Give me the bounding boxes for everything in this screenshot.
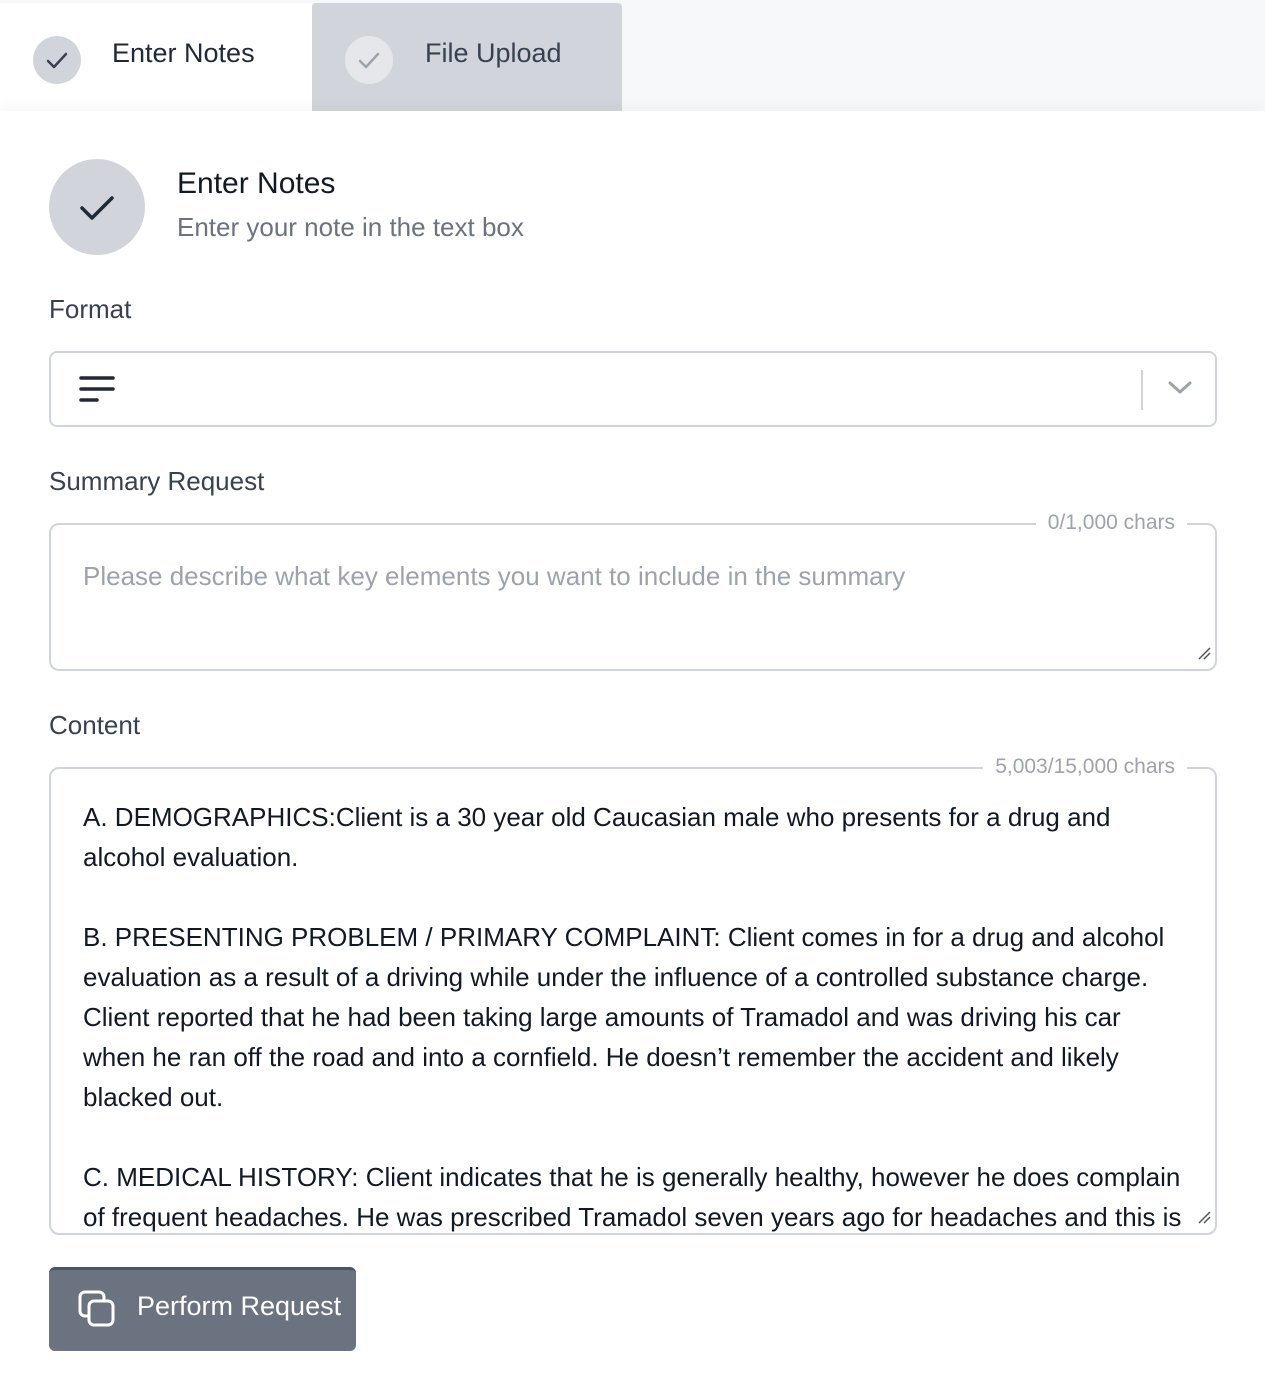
summary-request-label: Summary Request <box>49 466 265 496</box>
summary-char-counter: 0/1,000 chars <box>1036 511 1187 535</box>
tab-bar <box>0 0 1265 111</box>
resize-handle-icon[interactable] <box>1197 646 1211 665</box>
tab-enter-notes[interactable] <box>0 3 312 111</box>
resize-handle-icon[interactable] <box>1197 1210 1211 1229</box>
select-divider <box>1141 370 1143 410</box>
text-lines-icon <box>79 374 115 411</box>
chevron-down-icon[interactable] <box>1167 379 1193 402</box>
perform-request-button[interactable] <box>49 1267 356 1351</box>
copy-icon <box>77 1289 117 1334</box>
tab-file-upload[interactable] <box>312 3 622 111</box>
tab-label: Enter Notes <box>112 38 255 68</box>
check-icon <box>33 36 81 84</box>
check-icon <box>345 36 393 84</box>
page-subtitle: Enter your note in the text box <box>177 212 524 242</box>
format-select[interactable] <box>49 351 1217 427</box>
summary-placeholder: Please describe what key elements you want to include in the summary <box>83 561 906 591</box>
notes-panel <box>0 111 1265 1399</box>
perform-request-label: Perform Request <box>137 1291 342 1321</box>
summary-request-input[interactable] <box>49 511 1217 671</box>
tab-label: File Upload <box>425 38 562 68</box>
content-label: Content <box>49 710 141 740</box>
format-label: Format <box>49 294 132 324</box>
check-icon <box>49 159 145 255</box>
content-char-counter: 5,003/15,000 chars <box>983 755 1187 779</box>
content-text[interactable]: A. DEMOGRAPHICS:Client is a 30 year old Caucasian male who presents for a drug and alcohol evaluation. B. PRESENTING PROBLEM / PRIMARY COMPLAINT: Client comes in for a drug and alcohol evaluation as a result of a driving while under the influence of a controlled substance charge. Client reported that he had been taking large amounts of Tramadol and was driving his car when he ran off the road and into a cornfield. He doesn’t remember the accident and likely blacked out. C. MEDICAL HISTORY: Client indicates that he is generally healthy, however he does complain of frequent headaches. He was prescribed Tramadol seven years ago for headaches and this is <box>83 802 1182 1232</box>
content-textarea[interactable] <box>49 755 1217 1235</box>
page-title: Enter Notes <box>177 167 336 200</box>
